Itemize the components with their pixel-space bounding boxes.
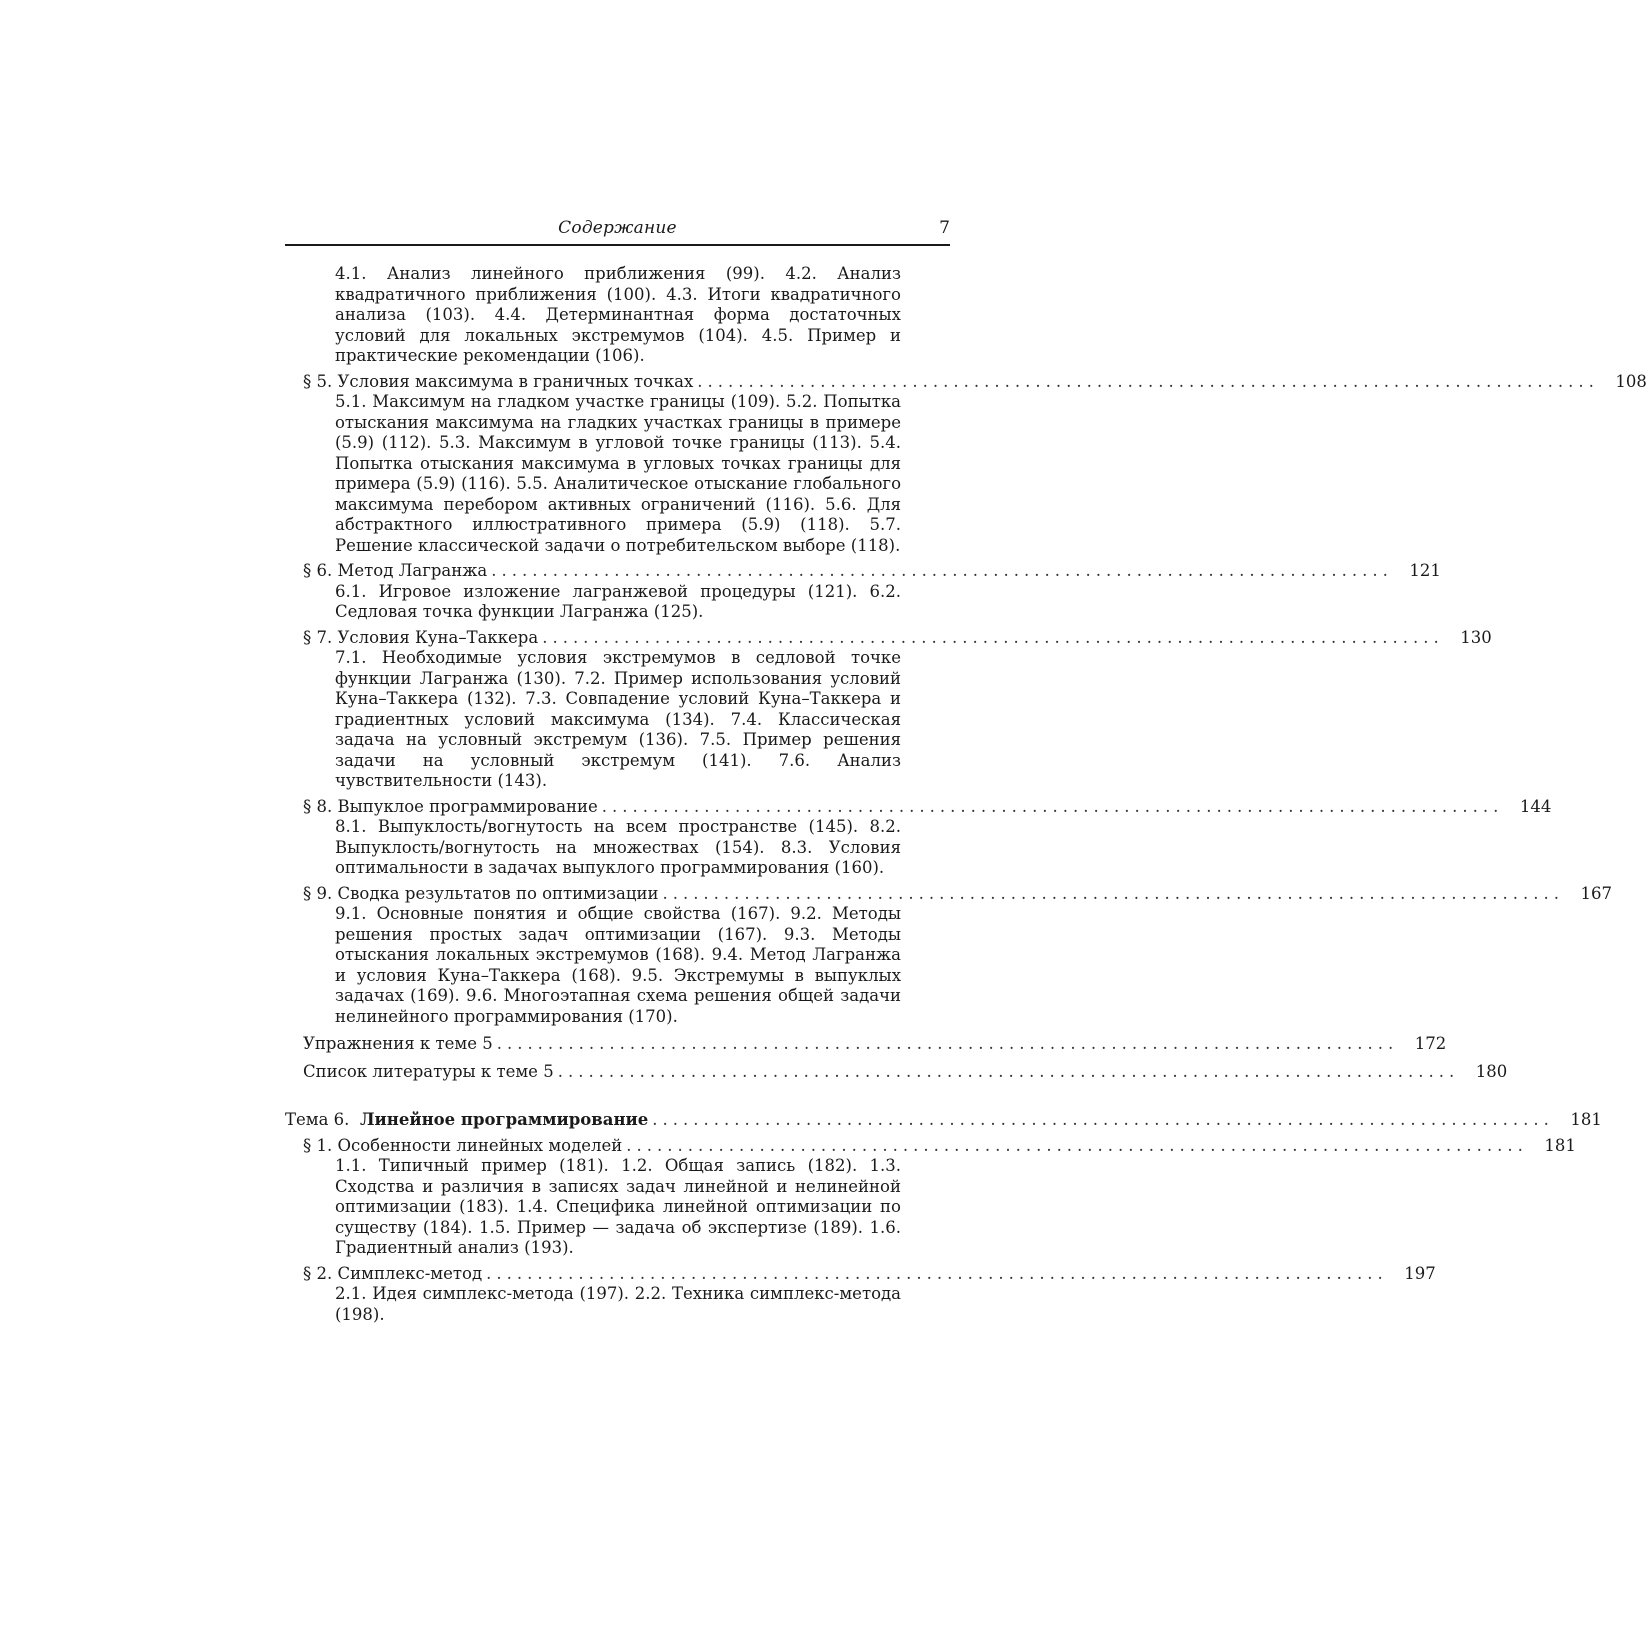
toc-entry-subsections: 2.1. Идея симплекс-метода (197). 2.2. Техника симплекс-метода (198). [335, 1284, 901, 1324]
continuation-text: 4.1. Анализ линейного приближения (99). 4.2. Анализ квадратичного приближения (100). 4.3. Итоги квадратичного анализа (103). 4.4. Детерминантная форма достаточных условий для локальных экстремумов (104). 4.5. Пример и практические рекомендации (106). [335, 264, 901, 365]
toc-entry-references [303, 1061, 1508, 1083]
toc-entry-title: § 6. Метод Лагранжа [303, 561, 488, 580]
dot-leader: ........................................................................................ [601, 796, 1504, 816]
running-head [285, 216, 950, 246]
toc-entry [303, 371, 1647, 557]
toc-entry-page: 197 [1404, 1263, 1436, 1283]
toc-entry-page: 130 [1460, 627, 1492, 647]
dot-leader: ........................................................................................ [557, 1061, 1460, 1081]
toc-entry-subsections: 1.1. Типичный пример (181). 1.2. Общая запись (182). 1.3. Сходства и различия в записях задач линейной и нелинейной оптимизации (183). 1.4. Специфика линейной оптимизации по существу (184). 1.5. Пример — задача об экспертизе (189). 1.6. Градиентный анализ (193). [335, 1156, 901, 1257]
topic-title: Линейное программирование [359, 1110, 649, 1129]
toc-entry [303, 1135, 1576, 1259]
dot-leader: ........................................................................................ [662, 883, 1565, 903]
dot-leader: ........................................................................................ [697, 371, 1599, 391]
toc-entry-title: Список литературы к теме 5 [303, 1061, 554, 1081]
toc-entry-page: 180 [1475, 1061, 1508, 1081]
dot-leader: ........................................................................................ [652, 1110, 1554, 1129]
topic-heading [285, 1110, 652, 1131]
dot-leader: ........................................................................................ [486, 1263, 1388, 1283]
toc-topic [285, 1110, 1602, 1131]
toc-entry-page: 108 [1615, 371, 1647, 391]
toc-entry [303, 883, 1613, 1028]
toc-entry-page: 181 [1570, 1110, 1602, 1129]
toc-entry-exercises [303, 1034, 1447, 1055]
toc-entry-subsections: 7.1. Необходимые условия экстремумов в седловой точке функции Лагранжа (130). 7.2. Пример использования условий Куна–Таккера (132). 7.3. Совпадение условий Куна–Таккера и градиентных условий максимума (134). 7.4. Классическая задача на условный экстремум (136). 7.5. Пример решения задачи на условный экстремум (141). 7.6. Анализ чувствительности (143). [335, 648, 901, 790]
toc-entry-page: 172 [1414, 1034, 1447, 1053]
topic-prefix: Тема 6. [285, 1110, 350, 1129]
toc-entry-page: 144 [1519, 796, 1552, 816]
toc-entry-title: § 7. Условия Куна–Таккера [303, 627, 539, 647]
toc-entry [303, 627, 1492, 792]
toc-entry-title: § 9. Сводка результатов по оптимизации [303, 883, 659, 903]
toc-entry-title: § 8. Выпуклое программирование [303, 796, 598, 816]
toc-entry-page: 181 [1544, 1135, 1576, 1155]
toc-entry-subsections: 9.1. Основные понятия и общие свойства (167). 9.2. Методы решения простых задач оптимизации (167). 9.3. Методы отыскания локальных экстремумов (168). 9.4. Метод Лагранжа и условия Куна–Таккера (168). 9.5. Экстремумы в выпуклых задачах (169). 9.6. Многоэтапная схема решения общей задачи нелинейного программирования (170). [335, 904, 901, 1026]
toc-entry-title: § 5. Условия максимума в граничных точках [303, 371, 694, 391]
dot-leader: ........................................................................................ [491, 561, 1393, 580]
toc-entry-subsections: 6.1. Игровое изложение лагранжевой процедуры (121). 6.2. Седловая точка функции Лагранжа (125). [335, 581, 901, 621]
page-title: Содержание [558, 218, 677, 238]
toc-entry [303, 561, 1441, 623]
page-number: 7 [939, 218, 950, 238]
toc-entry [303, 1263, 1436, 1326]
toc-entry-title: § 1. Особенности линейных моделей [303, 1135, 623, 1155]
dot-leader: ........................................................................................ [542, 627, 1444, 647]
toc-entry-page: 121 [1409, 561, 1441, 580]
toc-entry-title: Упражнения к теме 5 [303, 1034, 493, 1053]
toc-entry-title: § 2. Симплекс-метод [303, 1263, 483, 1283]
toc-entry-subsections: 8.1. Выпуклость/вогнутость на всем пространстве (145). 8.2. Выпуклость/вогнутость на множествах (154). 8.3. Условия оптимальности в задачах выпуклого программирования (160). [335, 817, 901, 877]
dot-leader: ........................................................................................ [626, 1135, 1528, 1155]
table-of-contents [285, 264, 1647, 1325]
toc-entry-subsections: 5.1. Максимум на гладком участке границы (109). 5.2. Попытка отыскания максимума на гладких участках границы в примере (5.9) (112). 5.3. Максимум в угловой точке границы (113). 5.4. Попытка отыскания максимума в угловых точках границы для примера (5.9) (116). 5.5. Аналитическое отыскание глобального максимума перебором активных ограничений (116). 5.6. Для абстрактного иллюстративного примера (5.9) (118). 5.7. Решение классической задачи о потребительском выборе (118). [335, 392, 901, 555]
toc-entry [303, 796, 1552, 879]
dot-leader: ........................................................................................ [496, 1034, 1399, 1053]
toc-entry-page: 167 [1580, 883, 1613, 903]
